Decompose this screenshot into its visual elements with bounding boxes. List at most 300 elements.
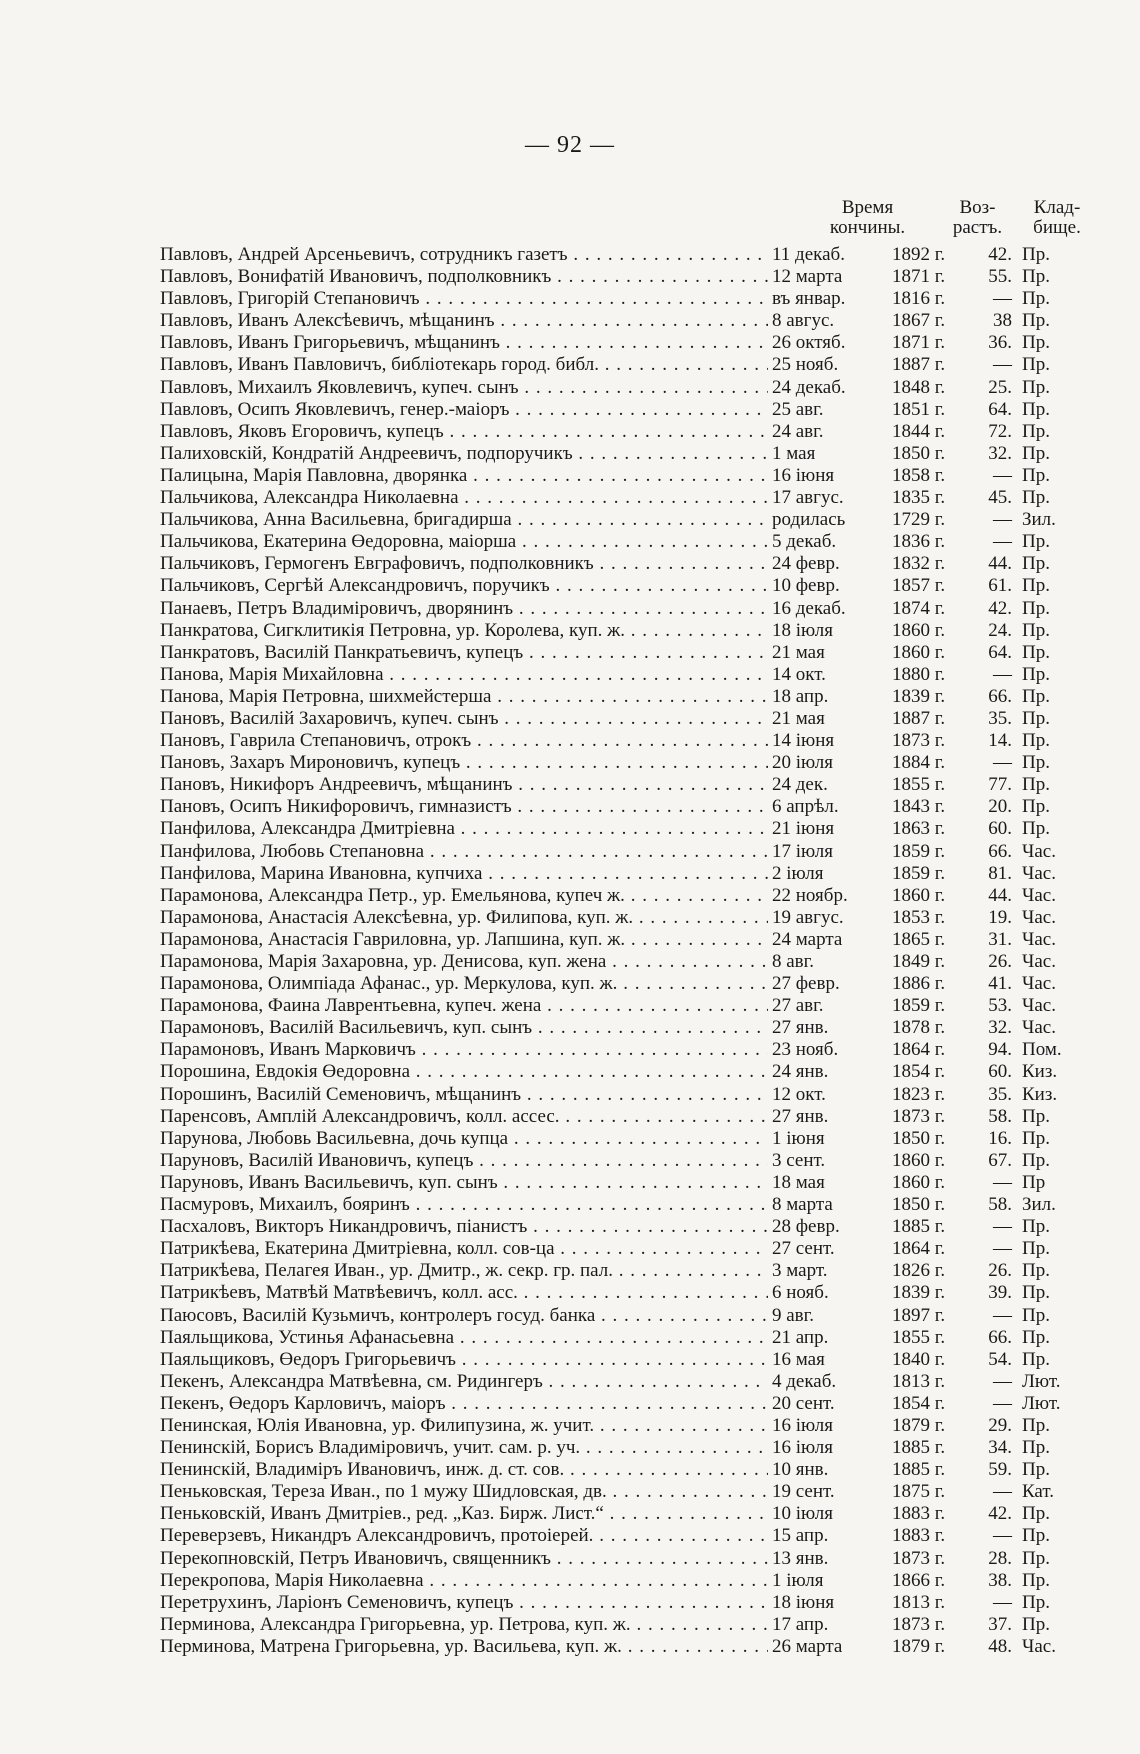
entry-name: Павловъ, Иванъ Алексѣевичъ, мѣщанинъ . . .	[160, 310, 768, 332]
entry-age: —	[993, 1216, 1012, 1238]
entry-cemetery: Пр	[1022, 1171, 1046, 1193]
entry-cemetery: Пр.	[1022, 1613, 1050, 1635]
list-item	[160, 1150, 1100, 1172]
entry-cemetery: Пр.	[1022, 1459, 1050, 1481]
entry-date: 18 апр.	[772, 685, 829, 707]
entry-cemetery: Пр.	[1022, 244, 1050, 265]
entry-cemetery: Час.	[1022, 973, 1056, 995]
list-item	[160, 1039, 1100, 1061]
list-item	[160, 1570, 1100, 1592]
entry-age: 19.	[988, 906, 1012, 928]
entry-cemetery: Час.	[1022, 906, 1056, 928]
entry-year: 1858 г.	[892, 464, 946, 486]
entry-age: —	[993, 663, 1012, 685]
entry-year: 1873 г.	[892, 1105, 946, 1127]
entry-year: 1892 г.	[892, 244, 946, 265]
entry-name: Парамоновъ, Иванъ Марковичъ . . .	[160, 1039, 768, 1061]
entry-name: Панова, Марія Михайловна . . .	[160, 664, 768, 686]
entry-year: 1879 г.	[892, 1635, 946, 1657]
entry-cemetery: Пр.	[1022, 1260, 1050, 1282]
list-item	[160, 1282, 1100, 1304]
entry-date: 20 сент.	[772, 1392, 835, 1414]
entry-name: Пановъ, Василій Захаровичъ, купеч. сынъ . . .	[160, 708, 768, 730]
entry-date: 12 марта	[772, 266, 843, 288]
entry-year: 1897 г.	[892, 1304, 946, 1326]
entry-name: Пановъ, Гаврила Степановичъ, отрокъ . . .	[160, 730, 768, 752]
entry-date: 17 іюля	[772, 840, 833, 862]
entry-age: 58.	[988, 1194, 1012, 1216]
entry-age: 34.	[988, 1437, 1012, 1459]
entry-year: 1860 г.	[892, 1171, 946, 1193]
entry-name: Пановъ, Осипъ Никифоровичъ, гимназистъ . . .	[160, 796, 768, 818]
entry-name: Пекенъ, Александра Матвѣевна, см. Ридингеръ . . .	[160, 1371, 768, 1393]
entry-year: 1850 г.	[892, 1194, 946, 1216]
entry-date: 1 мая	[772, 442, 816, 464]
entry-date: въ январ.	[772, 288, 846, 310]
entry-date: 23 нояб.	[772, 1039, 839, 1061]
entry-date: 10 февр.	[772, 575, 840, 597]
list-item	[160, 553, 1100, 575]
entry-date: 4 декаб.	[772, 1370, 837, 1392]
entry-age: —	[993, 1238, 1012, 1260]
entry-date: 18 іюня	[772, 1591, 835, 1613]
entry-year: 1854 г.	[892, 1392, 946, 1414]
entry-name: Паруновъ, Василій Ивановичъ, купецъ . . .	[160, 1150, 768, 1172]
entry-date: 5 декаб.	[772, 531, 837, 553]
entry-cemetery: Пр.	[1022, 310, 1050, 332]
entry-name: Панова, Марія Петровна, шихмейстерша . . .	[160, 686, 768, 708]
entry-age: 35.	[988, 1083, 1012, 1105]
entry-cemetery: Пр.	[1022, 1503, 1050, 1525]
entry-name: Пальчиковъ, Гермогенъ Евграфовичъ, подполковникъ . . .	[160, 553, 768, 575]
entry-name: Панкратова, Сигклитикія Петровна, ур. Королева, куп. ж. . . .	[160, 620, 768, 642]
entry-date: 16 іюня	[772, 464, 835, 486]
entry-year: 1885 г.	[892, 1216, 946, 1238]
list-item	[160, 796, 1100, 818]
entry-date: 2 іюля	[772, 862, 824, 884]
list-item	[160, 1349, 1100, 1371]
entry-cemetery: Пр.	[1022, 1414, 1050, 1436]
list-item	[160, 752, 1100, 774]
entry-year: 1879 г.	[892, 1414, 946, 1436]
entry-name: Панфилова, Марина Ивановна, купчиха . . .	[160, 863, 768, 885]
list-item	[160, 1459, 1100, 1481]
entry-cemetery: Час.	[1022, 1635, 1056, 1657]
entry-age: —	[993, 1370, 1012, 1392]
entry-year: 1860 г.	[892, 619, 946, 641]
entry-age: 20.	[988, 796, 1012, 818]
entry-age: 37.	[988, 1613, 1012, 1635]
entry-age: 64.	[988, 398, 1012, 420]
entry-year: 1880 г.	[892, 663, 946, 685]
entry-year: 1823 г.	[892, 1083, 946, 1105]
entry-date: 26 октяб.	[772, 332, 846, 354]
entry-year: 1883 г.	[892, 1525, 946, 1547]
entry-year: 1835 г.	[892, 487, 946, 509]
entry-year: 1885 г.	[892, 1459, 946, 1481]
entry-age: 55.	[988, 266, 1012, 288]
entry-year: 1859 г.	[892, 862, 946, 884]
entry-cemetery: Пр.	[1022, 575, 1050, 597]
list-item	[160, 1481, 1100, 1503]
entry-year: 1859 г.	[892, 995, 946, 1017]
list-item	[160, 1503, 1100, 1525]
entry-cemetery: Пр.	[1022, 752, 1050, 774]
entry-date: 14 окт.	[772, 663, 826, 685]
entry-cemetery: Пр.	[1022, 1569, 1050, 1591]
entry-age: —	[993, 1171, 1012, 1193]
entry-name: Пеньковскій, Иванъ Дмитріев., ред. „Каз. Бирж. Лист.“ . . .	[160, 1503, 768, 1525]
entry-list	[160, 244, 1100, 1658]
entry-cemetery: Пр.	[1022, 796, 1050, 818]
entry-name: Парунова, Любовь Васильевна, дочь купца . . .	[160, 1128, 768, 1150]
column-header	[790, 198, 1110, 242]
list-item	[160, 620, 1100, 642]
entry-name: Панфилова, Александра Дмитріевна . . .	[160, 818, 768, 840]
entry-name: Парамонова, Александра Петр., ур. Емельянова, купеч ж. . . .	[160, 885, 768, 907]
entry-age: 32.	[988, 442, 1012, 464]
entry-date: 18 мая	[772, 1171, 825, 1193]
entry-name: Парамоновъ, Василій Васильевичъ, куп. сынъ . . .	[160, 1017, 768, 1039]
entry-date: 24 февр.	[772, 553, 840, 575]
list-item	[160, 377, 1100, 399]
entry-age: 26.	[988, 1260, 1012, 1282]
entry-age: 16.	[988, 1127, 1012, 1149]
list-item	[160, 929, 1100, 951]
entry-name: Пановъ, Никифоръ Андреевичъ, мѣщанинъ . . .	[160, 774, 768, 796]
entry-year: 1813 г.	[892, 1370, 946, 1392]
entry-year: 1871 г.	[892, 266, 946, 288]
entry-cemetery: Киз.	[1022, 1083, 1058, 1105]
list-item	[160, 1106, 1100, 1128]
entry-date: 16 іюля	[772, 1414, 833, 1436]
entry-cemetery: Пр.	[1022, 420, 1050, 442]
list-item	[160, 575, 1100, 597]
list-item	[160, 266, 1100, 288]
entry-year: 1885 г.	[892, 1437, 946, 1459]
entry-year: 1878 г.	[892, 1017, 946, 1039]
entry-date: 17 апр.	[772, 1613, 829, 1635]
entry-cemetery: Пр.	[1022, 730, 1050, 752]
entry-cemetery: Пом.	[1022, 1039, 1062, 1061]
entry-name: Паяльщиковъ, Өедоръ Григорьевичъ . . .	[160, 1349, 768, 1371]
list-item	[160, 995, 1100, 1017]
entry-cemetery: Пр.	[1022, 641, 1050, 663]
entry-date: 26 марта	[772, 1635, 843, 1657]
entry-cemetery: Пр.	[1022, 1216, 1050, 1238]
entry-name: Павловъ, Яковъ Егоровичъ, купецъ . . .	[160, 421, 768, 443]
list-item	[160, 686, 1100, 708]
entry-age: 81.	[988, 862, 1012, 884]
list-item	[160, 288, 1100, 310]
entry-age: 41.	[988, 973, 1012, 995]
entry-age: 26.	[988, 951, 1012, 972]
list-item	[160, 354, 1100, 376]
entry-name: Порошинъ, Василій Семеновичъ, мѣщанинъ . . .	[160, 1084, 768, 1106]
entry-year: 1859 г.	[892, 840, 946, 862]
entry-cemetery: Зил.	[1022, 509, 1056, 531]
entry-cemetery: Час.	[1022, 840, 1056, 862]
entry-year: 1839 г.	[892, 685, 946, 707]
entry-cemetery: Пр.	[1022, 1591, 1050, 1613]
list-item	[160, 1415, 1100, 1437]
entry-date: 12 окт.	[772, 1083, 826, 1105]
entry-age: 77.	[988, 774, 1012, 796]
entry-year: 1855 г.	[892, 1326, 946, 1348]
entry-age: 66.	[988, 840, 1012, 862]
entry-age: —	[993, 288, 1012, 310]
entry-year: 1836 г.	[892, 531, 946, 553]
entry-name: Павловъ, Григорій Степановичъ . . .	[160, 288, 768, 310]
entry-name: Пасмуровъ, Михаилъ, бояринъ . . .	[160, 1194, 768, 1216]
entry-name: Перминова, Александра Григорьевна, ур. Петрова, куп. ж. . . .	[160, 1614, 768, 1636]
entry-year: 1864 г.	[892, 1039, 946, 1061]
entry-date: 24 марта	[772, 928, 843, 950]
list-item	[160, 1238, 1100, 1260]
entry-name: Пеньковская, Тереза Иван., по 1 мужу Шидловская, дв. . . .	[160, 1481, 768, 1503]
entry-year: 1884 г.	[892, 752, 946, 774]
list-item	[160, 1194, 1100, 1216]
entry-cemetery: Лют.	[1022, 1370, 1061, 1392]
entry-name: Панаевъ, Петръ Владиміровичъ, дворянинъ . . .	[160, 598, 768, 620]
entry-name: Пальчикова, Анна Васильевна, бригадирша . . .	[160, 509, 768, 531]
entry-cemetery: Пр.	[1022, 1282, 1050, 1304]
entry-date: 10 іюля	[772, 1503, 833, 1525]
entry-age: 72.	[988, 420, 1012, 442]
list-item	[160, 1592, 1100, 1614]
list-item	[160, 863, 1100, 885]
entry-date: 22 ноябр.	[772, 884, 848, 906]
entry-date: 14 іюня	[772, 730, 835, 752]
entry-year: 1857 г.	[892, 575, 946, 597]
entry-cemetery: Пр.	[1022, 818, 1050, 840]
entry-cemetery: Пр.	[1022, 354, 1050, 376]
list-item	[160, 1128, 1100, 1150]
entry-cemetery: Пр.	[1022, 1525, 1050, 1547]
entry-cemetery: Час.	[1022, 862, 1056, 884]
list-item	[160, 310, 1100, 332]
entry-age: —	[993, 354, 1012, 376]
entry-age: 28.	[988, 1547, 1012, 1569]
entry-date: 21 мая	[772, 641, 825, 663]
entry-name: Панкратовъ, Василій Панкратьевичъ, купецъ . . .	[160, 642, 768, 664]
entry-cemetery: Пр.	[1022, 531, 1050, 553]
entry-cemetery: Пр.	[1022, 1105, 1050, 1127]
entry-name: Перекопновскій, Петръ Ивановичъ, священникъ . . .	[160, 1548, 768, 1570]
entry-date: 27 авг.	[772, 995, 824, 1017]
entry-cemetery: Пр.	[1022, 288, 1050, 310]
entry-name: Порошина, Евдокія Өедоровна . . .	[160, 1061, 768, 1083]
header-age: Воз- растъ.	[952, 197, 1003, 238]
list-item	[160, 951, 1100, 973]
list-item	[160, 1305, 1100, 1327]
list-item	[160, 885, 1100, 907]
entry-name: Павловъ, Иванъ Григорьевичъ, мѣщанинъ . . .	[160, 332, 768, 354]
entry-year: 1816 г.	[892, 288, 946, 310]
entry-date: 25 нояб.	[772, 354, 839, 376]
entry-name: Пальчикова, Александра Николаевна . . .	[160, 487, 768, 509]
list-item	[160, 509, 1100, 531]
entry-date: 21 апр.	[772, 1326, 829, 1348]
entry-year: 1873 г.	[892, 1613, 946, 1635]
list-item	[160, 818, 1100, 840]
entry-age: —	[993, 464, 1012, 486]
entry-year: 1855 г.	[892, 774, 946, 796]
entry-name: Пальчикова, Екатерина Өедоровна, маіорша . . .	[160, 531, 768, 553]
entry-year: 1874 г.	[892, 597, 946, 619]
entry-date: 17 авгус.	[772, 487, 844, 509]
entry-year: 1851 г.	[892, 398, 946, 420]
header-time-of-death: Время кончины.	[829, 197, 906, 238]
entry-name: Парамонова, Анастасія Гавриловна, ур. Лапшина, куп. ж. . . .	[160, 929, 768, 951]
entry-name: Перетрухинъ, Ларіонъ Семеновичъ, купецъ . . .	[160, 1592, 768, 1614]
entry-cemetery: Пр.	[1022, 619, 1050, 641]
entry-year: 1864 г.	[892, 1238, 946, 1260]
entry-age: 42.	[988, 597, 1012, 619]
entry-year: 1826 г.	[892, 1260, 946, 1282]
entry-year: 1840 г.	[892, 1348, 946, 1370]
entry-date: 15 апр.	[772, 1525, 829, 1547]
entry-name: Пальчиковъ, Сергѣй Александровичъ, поручикъ . . .	[160, 575, 768, 597]
list-item	[160, 642, 1100, 664]
entry-cemetery: Зил.	[1022, 1194, 1056, 1216]
entry-year: 1871 г.	[892, 332, 946, 354]
entry-name: Павловъ, Михаилъ Яковлевичъ, купеч. сынъ . . .	[160, 377, 768, 399]
list-item	[160, 1260, 1100, 1282]
entry-name: Палицына, Марія Павловна, дворянка . . .	[160, 465, 768, 487]
entry-cemetery: Час.	[1022, 995, 1056, 1017]
entry-date: 8 авг.	[772, 951, 815, 972]
entry-age: —	[993, 1525, 1012, 1547]
entry-date: 27 янв.	[772, 1017, 829, 1039]
list-item	[160, 465, 1100, 487]
entry-date: 24 авг.	[772, 420, 824, 442]
entry-cemetery: Киз.	[1022, 1061, 1058, 1083]
entry-cemetery: Пр.	[1022, 1127, 1050, 1149]
entry-name: Парамонова, Фаина Лаврентьевна, купеч. жена . . .	[160, 995, 768, 1017]
entry-age: 36.	[988, 332, 1012, 354]
entry-age: 25.	[988, 376, 1012, 398]
list-item	[160, 1636, 1100, 1658]
entry-cemetery: Пр.	[1022, 597, 1050, 619]
entry-age: 38.	[988, 1569, 1012, 1591]
entry-date: 3 март.	[772, 1260, 828, 1282]
entry-date: 28 февр.	[772, 1216, 840, 1238]
entry-age: 48.	[988, 1635, 1012, 1657]
entry-date: 3 сент.	[772, 1149, 826, 1171]
entry-name: Пенинскій, Владиміръ Ивановичъ, инж. д. ст. сов. . . .	[160, 1459, 768, 1481]
entry-age: 42.	[988, 1503, 1012, 1525]
entry-cemetery: Кат.	[1022, 1481, 1054, 1503]
entry-name: Павловъ, Иванъ Павловичъ, библіотекарь город. библ. . . .	[160, 354, 768, 376]
entry-age: 67.	[988, 1149, 1012, 1171]
entry-name: Пановъ, Захаръ Мироновичъ, купецъ . . .	[160, 752, 768, 774]
entry-year: 1832 г.	[892, 553, 946, 575]
entry-name: Паренсовъ, Амплій Александровичъ, колл. ассес. . . .	[160, 1106, 768, 1128]
entry-cemetery: Пр.	[1022, 266, 1050, 288]
entry-cemetery: Пр.	[1022, 1547, 1050, 1569]
entry-cemetery: Час.	[1022, 951, 1056, 972]
entry-age: 60.	[988, 818, 1012, 840]
entry-age: 32.	[988, 1017, 1012, 1039]
entry-year: 1863 г.	[892, 818, 946, 840]
entry-age: —	[993, 1591, 1012, 1613]
entry-cemetery: Пр.	[1022, 1304, 1050, 1326]
entry-name: Перекропова, Марія Николаевна . . .	[160, 1570, 768, 1592]
entry-date: 18 іюля	[772, 619, 833, 641]
list-item	[160, 244, 1100, 266]
list-item	[160, 443, 1100, 465]
entry-age: —	[993, 1392, 1012, 1414]
entry-name: Павловъ, Осипъ Яковлевичъ, генер.-маіоръ . . .	[160, 399, 768, 421]
entry-date: 6 нояб.	[772, 1282, 829, 1304]
entry-date: 16 декаб.	[772, 597, 846, 619]
entry-name: Панфилова, Любовь Степановна . . .	[160, 841, 768, 863]
entry-name: Палиховскій, Кондратій Андреевичъ, подпоручикъ . . .	[160, 443, 768, 465]
entry-name: Патрикѣевъ, Матвѣй Матвѣевичъ, колл. асс. . . .	[160, 1282, 768, 1304]
entry-name: Паяльщикова, Устинья Афанасьевна . . .	[160, 1327, 768, 1349]
entry-name: Патрикѣева, Екатерина Дмитріевна, колл. сов-ца . . .	[160, 1238, 768, 1260]
entry-date: 8 авгус.	[772, 310, 835, 332]
entry-name: Пенинская, Юлія Ивановна, ур. Филипузина, ж. учит. . . .	[160, 1415, 768, 1437]
entry-year: 1849 г.	[892, 951, 946, 972]
list-item	[160, 1548, 1100, 1570]
entry-date: 24 янв.	[772, 1061, 829, 1083]
entry-age: 53.	[988, 995, 1012, 1017]
entry-date: 27 сент.	[772, 1238, 835, 1260]
list-item	[160, 973, 1100, 995]
list-item	[160, 907, 1100, 929]
entry-cemetery: Пр.	[1022, 332, 1050, 354]
entry-cemetery: Пр.	[1022, 707, 1050, 729]
entry-year: 1860 г.	[892, 884, 946, 906]
entry-date: 9 авг.	[772, 1304, 815, 1326]
entry-date: 20 іюля	[772, 752, 833, 774]
entry-date: 19 сент.	[772, 1481, 835, 1503]
page-number: — 92 —	[525, 132, 615, 158]
entry-age: 42.	[988, 244, 1012, 265]
entry-year: 1813 г.	[892, 1591, 946, 1613]
list-item	[160, 1614, 1100, 1636]
entry-date: 27 янв.	[772, 1105, 829, 1127]
list-item	[160, 708, 1100, 730]
list-item	[160, 1172, 1100, 1194]
entry-date: 8 марта	[772, 1194, 833, 1216]
entry-age: 59.	[988, 1459, 1012, 1481]
entry-cemetery: Пр.	[1022, 553, 1050, 575]
entry-age: 44.	[988, 884, 1012, 906]
entry-name: Паюсовъ, Василій Кузьмичъ, контролеръ госуд. банка . . .	[160, 1305, 768, 1327]
list-item	[160, 841, 1100, 863]
list-item	[160, 1371, 1100, 1393]
entry-age: 44.	[988, 553, 1012, 575]
entry-cemetery: Пр.	[1022, 1149, 1050, 1171]
entry-year: 1887 г.	[892, 354, 946, 376]
entry-age: 66.	[988, 1326, 1012, 1348]
entry-age: 54.	[988, 1348, 1012, 1370]
entry-year: 1875 г.	[892, 1481, 946, 1503]
list-item	[160, 1393, 1100, 1415]
entry-cemetery: Пр.	[1022, 1437, 1050, 1459]
list-item	[160, 1017, 1100, 1039]
entry-date: 10 янв.	[772, 1459, 829, 1481]
entry-year: 1854 г.	[892, 1061, 946, 1083]
entry-cemetery: Пр.	[1022, 663, 1050, 685]
list-item	[160, 664, 1100, 686]
entry-cemetery: Пр.	[1022, 1348, 1050, 1370]
list-item	[160, 598, 1100, 620]
entry-name: Паруновъ, Иванъ Васильевичъ, куп. сынъ . . .	[160, 1172, 768, 1194]
